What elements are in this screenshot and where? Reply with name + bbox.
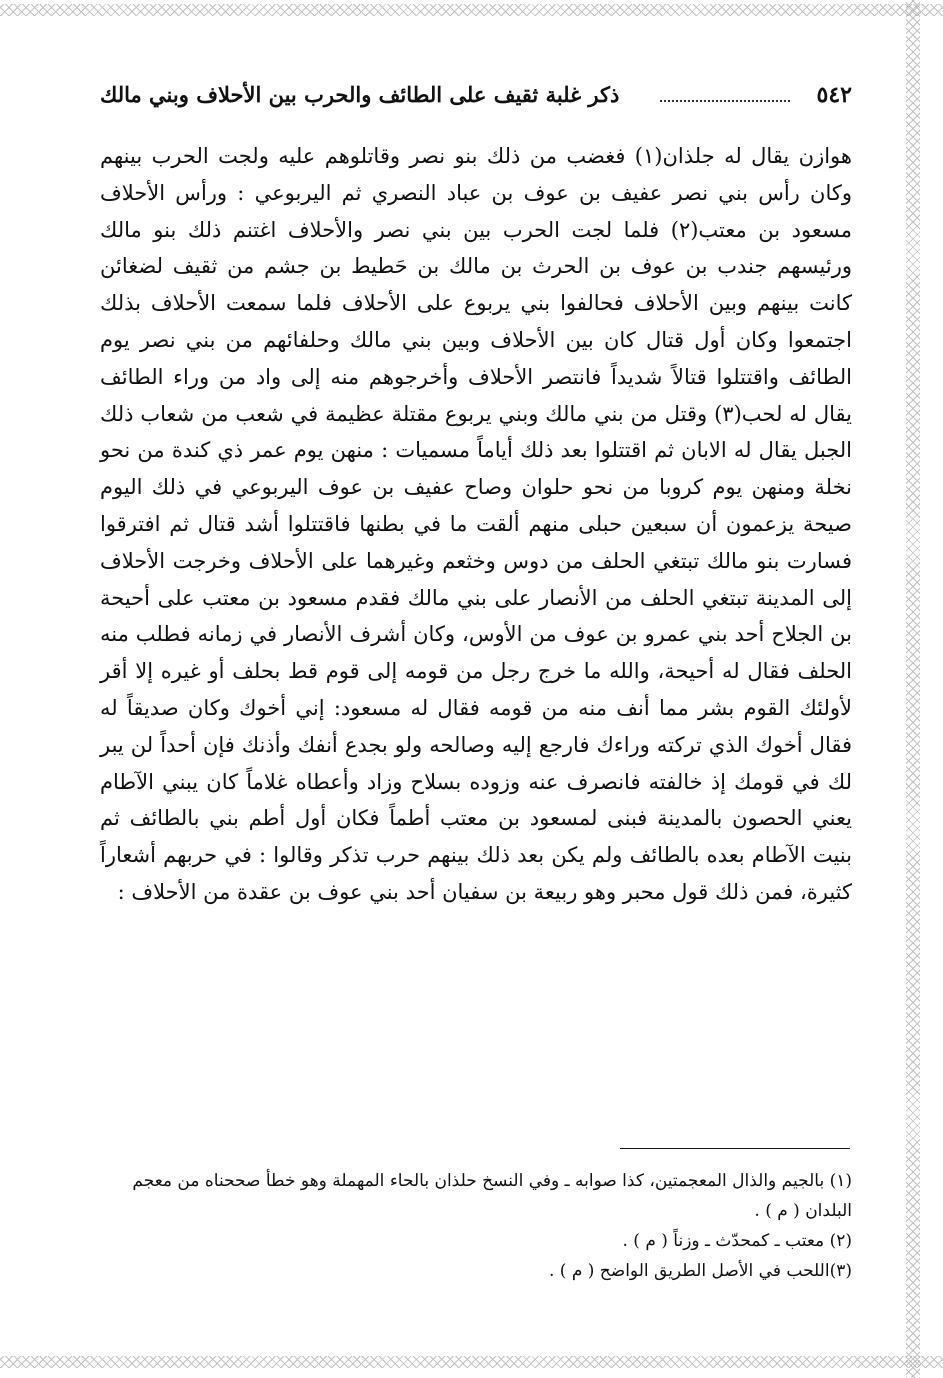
bottom-border-ornament: [0, 1356, 943, 1368]
right-border-ornament: [906, 0, 920, 1378]
page-number: ٥٤٢: [816, 82, 852, 108]
footnote-separator: [620, 1148, 850, 1149]
footnote-2: (٢) معتب ـ كمحدّث ـ وزناً ( م ) .: [622, 1231, 852, 1251]
footnote-1: (١) بالجيم والذال المعجمتين، كذا صوابه ـ وفي النسخ حلذان بالحاء المهملة وهو خطأ صححناه من معجم البلدان ( م ) .: [132, 1171, 852, 1221]
footnotes: [100, 1166, 852, 1286]
footnote-3: (٣)اللحب في الأصل الطريق الواضح ( م ) .: [548, 1261, 852, 1281]
header-dotted-leader: [660, 100, 790, 102]
top-border-ornament: [0, 4, 943, 16]
running-title: ذكر غلبة ثقيف على الطائف والحرب بين الأحلاف وبني مالك: [100, 82, 620, 107]
body-paragraph: هوازن يقال له جلذان(١) فغضب من ذلك بنو نصر وقاتلوهم عليه ولجت الحرب بينهم وكان رأس بني نصر عفيف بن عوف بن عباد النصري ثم اليربوعي : ورأس الأحلاف مسعود بن معتب(٢) فلما لجت الحرب بين بني نصر والأحلاف اغتنم ذلك بنو مالك ورئيسهم جندب بن عوف بن الحرث بن مالك بن حَطيط بن جشم من ثقيف لضغائن كانت بينهم وبين الأحلاف فحالفوا بني يربوع على الأحلاف فلما سمعت الأحلاف بذلك اجتمعوا وكان أول قتال كان بين الأحلاف وبين بني مالك وحلفائهم من بني نصر يوم الطائف واقتتلوا قتالاً شديداً فانتصر الأحلاف وأخرجوهم منه إلى واد من وراء الطائف يقال له لحب(٣) وقتل من بني مالك وبني يربوع مقتلة عظيمة في شعب من شعاب ذلك الجبل يقال له الابان ثم اقتتلوا بعد ذلك أياماً مسميات : منهن يوم عمر ذي كندة من نحو نخلة ومنهن يوم كروبا من نحو حلوان وصاح عفيف بن عوف اليربوعي في ذلك اليوم صيحة يزعمون أن سبعين حبلى منهم ألقت ما في بطنها فاقتتلوا أشد قتال ثم افترقوا فسارت بنو مالك تبتغي الحلف من دوس وخثعم وغيرهما على الأحلاف وخرجت الأحلاف إلى المدينة تبتغي الحلف من الأنصار على بني مالك فقدم مسعود بن معتب على أحيحة بن الجلاح أحد بني عمرو بن عوف من الأوس، وكان أشرف الأنصار في زمانه فطلب منه الحلف فقال له أحيحة، والله ما خرج رجل من قومه إلى قوم قط بحلف أو غيره إلا أقر لأولئك القوم بشر مما أنف منه من قومه فقال له مسعود: إني أخوك وكان صديقاً له فقال أخوك الذي تركته وراءك فارجع إليه وصالحه ولو بجدع أنفك وأذنك فإن أحداً لن يبر لك في قومك إذ خالفته فانصرف عنه وزوده بسلاح وزاد وأعطاه غلاماً كان يبني الآطام يعني الحصون بالمدينة فبنى لمسعود بن معتب أطماً فكان أول أطم بني بالطائف ثم بنيت الآطام بعده بالطائف ولم يكن بعد ذلك بينهم حرب تذكر وقالوا : في حربهم أشعاراً كثيرة، فمن ذلك قول محبر وهو ربيعة بن سفيان أحد بني عوف بن عقدة من الأحلاف :: [100, 144, 852, 904]
page-header: [100, 82, 852, 120]
main-text: [100, 138, 852, 911]
